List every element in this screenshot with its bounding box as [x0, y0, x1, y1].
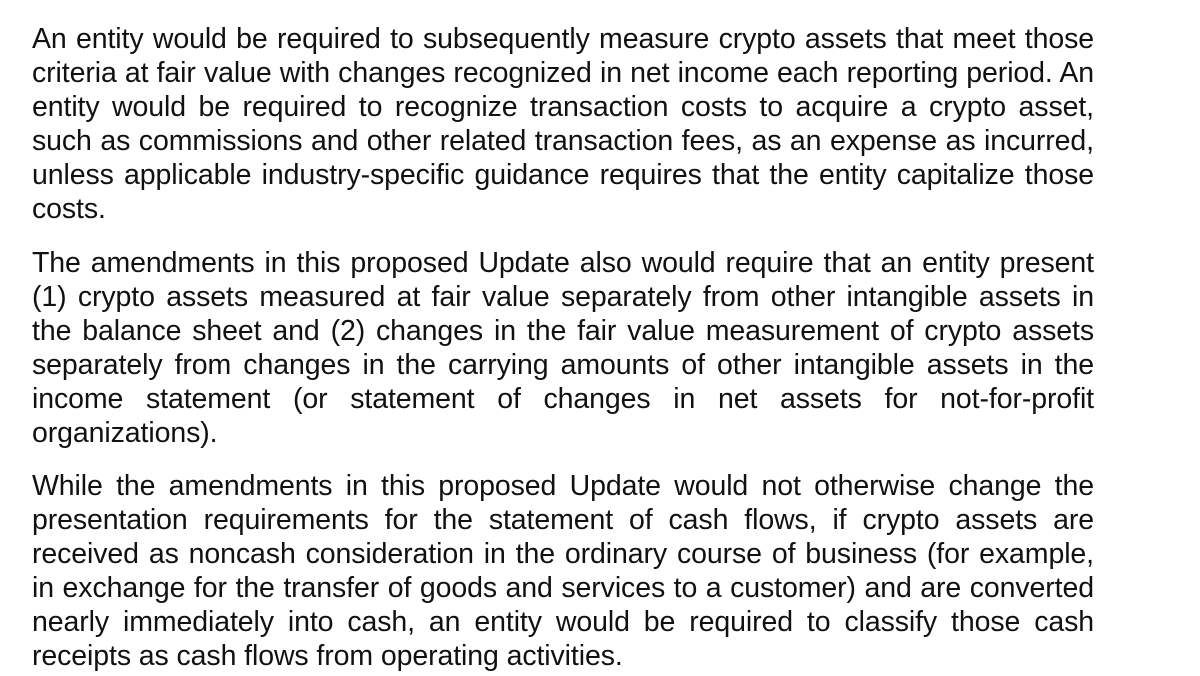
- paragraph-subsequent-measurement: An entity would be required to subsequently measure crypto assets that meet those criteria at fair value with changes recognized in net income each reporting period. An entity would be required to recognize transaction costs to acquire a crypto asset, such as commissions and other related transaction fees, as an expense as incurred, unless applicable industry-specific guidance requires that the entity capitalize those costs.: [32, 23, 1094, 225]
- paragraph-presentation-requirements: The amendments in this proposed Update also would require that an entity present (1) crypto assets measured at fair value separately from other intangible assets in the balance sheet and (2) changes in the fair value measurement of crypto assets separately from changes in the carrying amounts of other intangible assets in the income statement (or statement of changes in net assets for not-for-profit organizations).: [32, 247, 1094, 449]
- paragraph-cash-flows: While the amendments in this proposed Update would not otherwise change the presentation requirements for the statement of cash flows, if crypto assets are received as noncash consideration in the ordinary course of business (for example, in exchange for the transfer of goods and services to a customer) and are converted nearly immediately into cash, an entity would be required to classify those cash receipts as cash flows from operating activities.: [32, 470, 1094, 672]
- cropped-previous-line: [32, 0, 1094, 4]
- document-page: [32, 0, 1094, 676]
